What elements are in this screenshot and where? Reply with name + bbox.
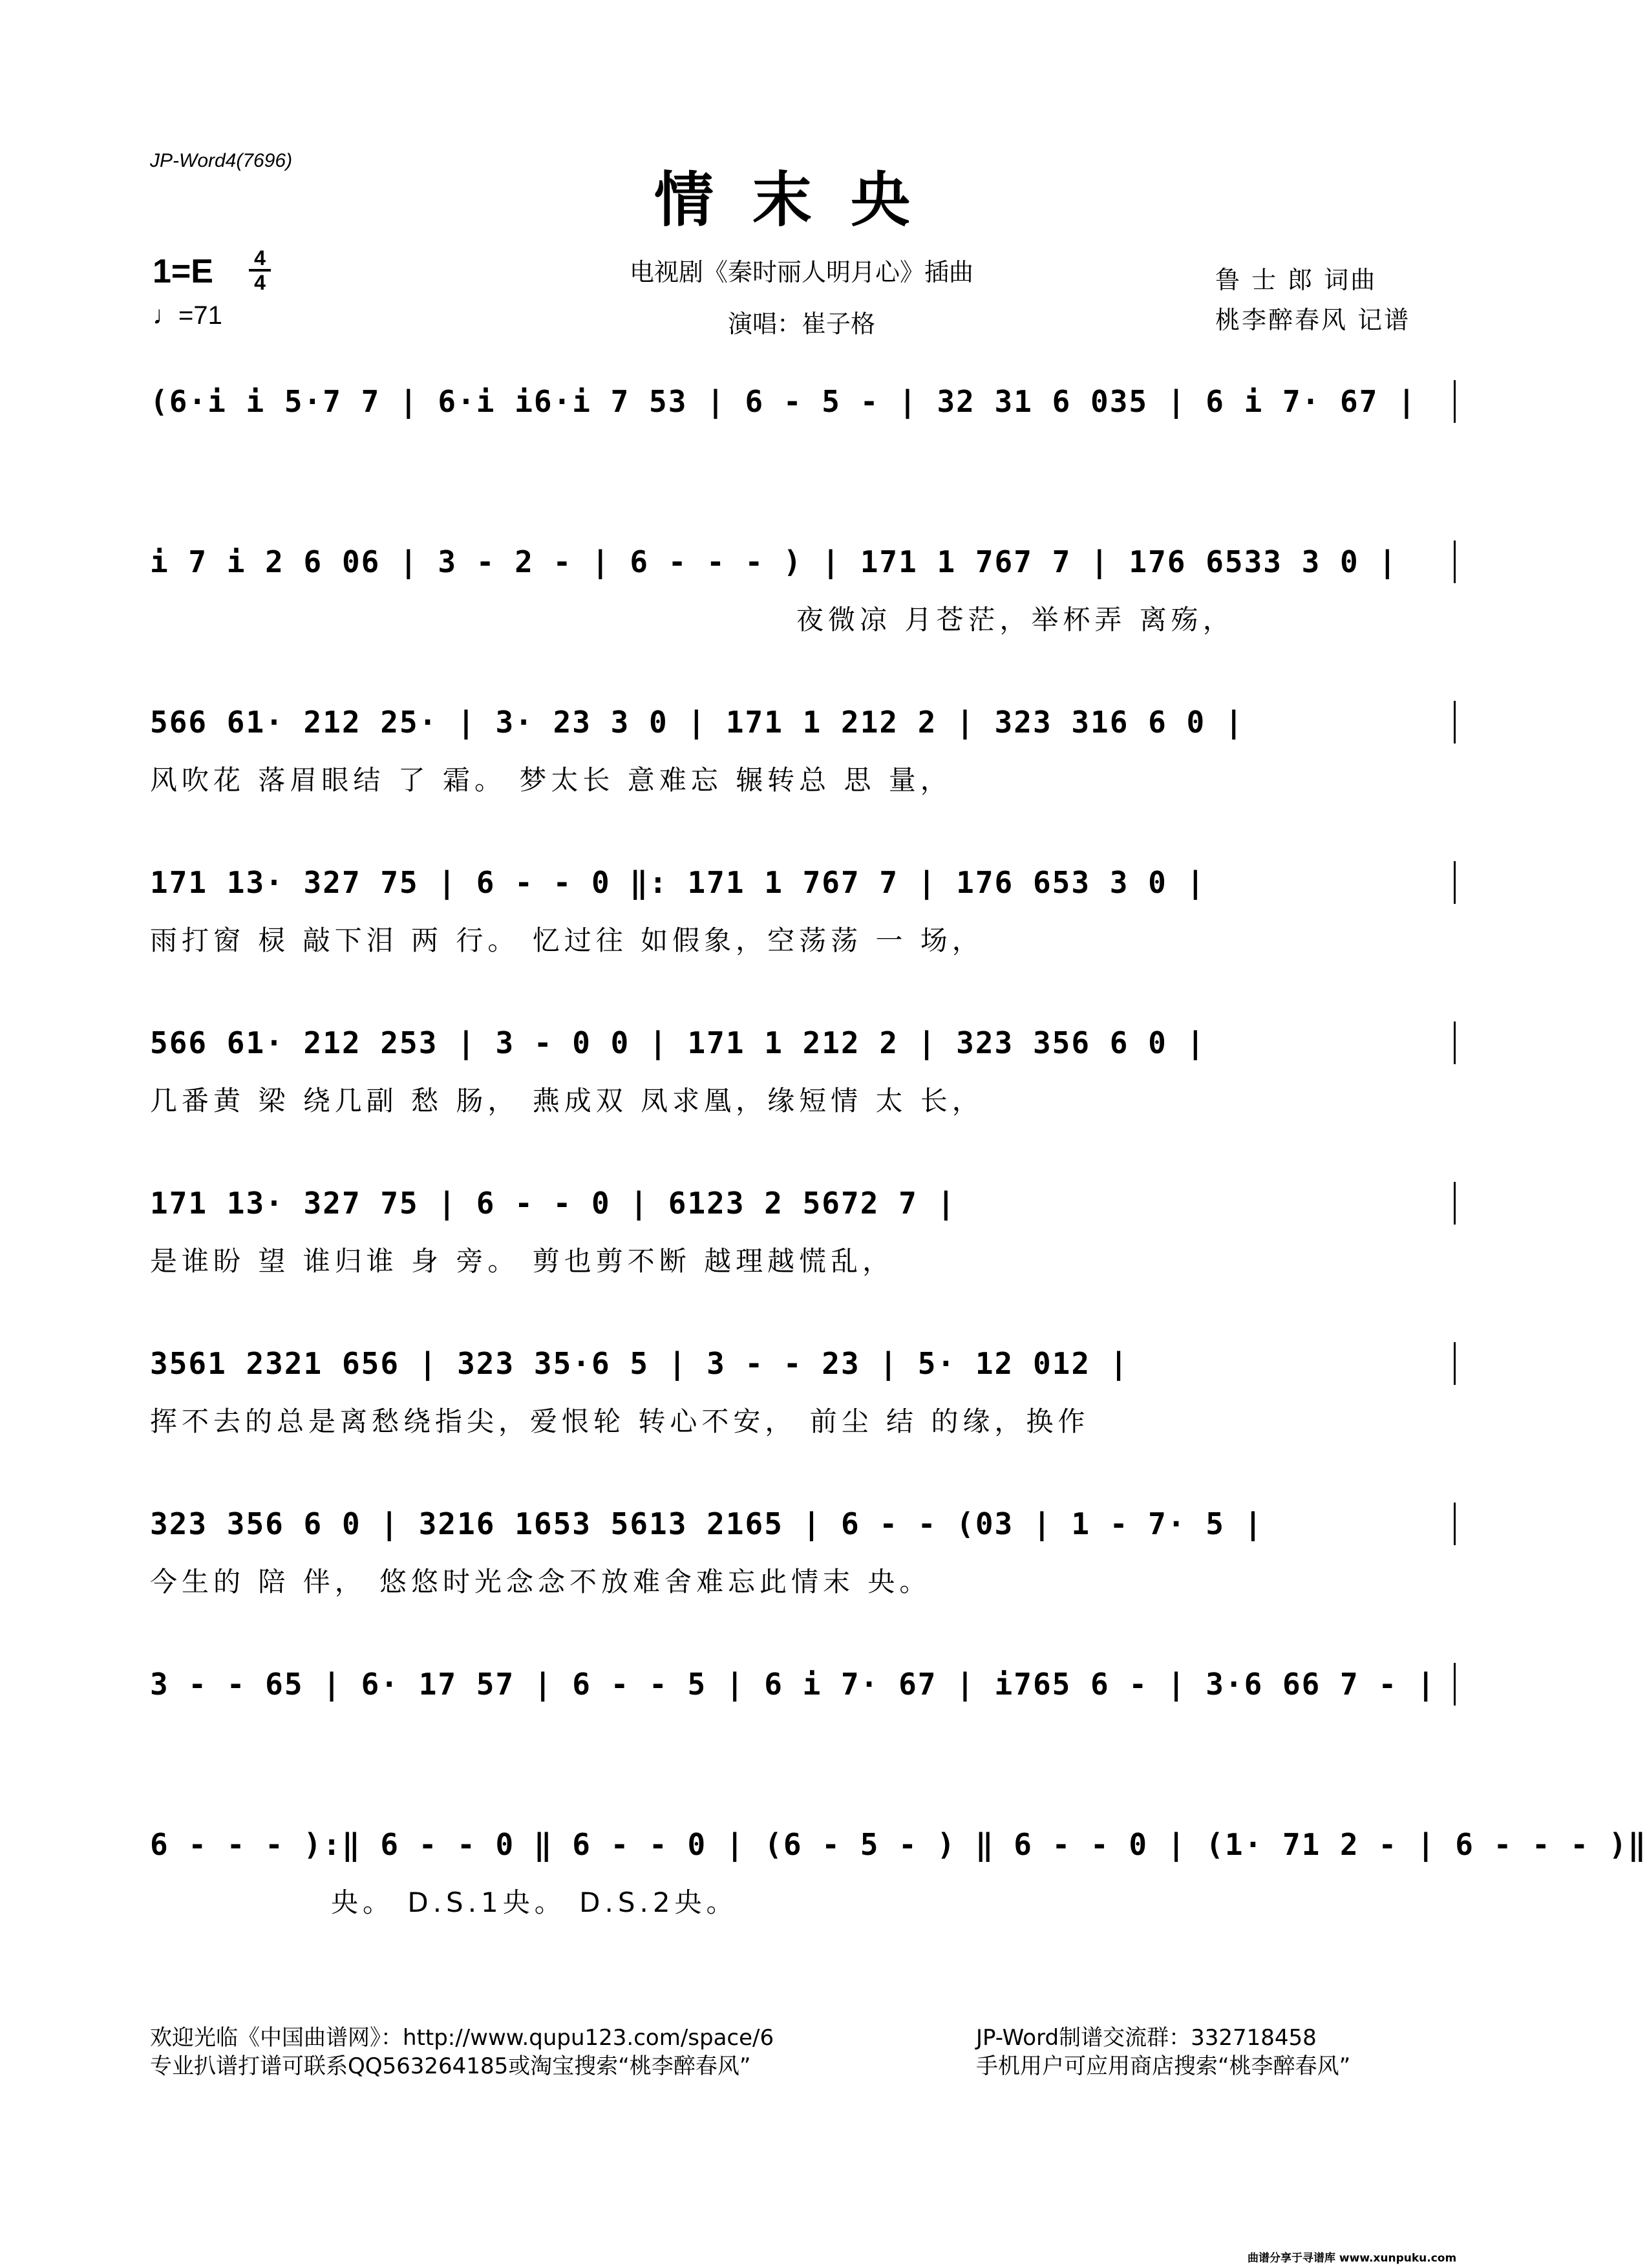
lyric-line: 央。 D.S.1央。 D.S.2央。	[331, 1887, 738, 1918]
footer-group: JP-Word制谱交流群：332718458	[976, 2025, 1317, 2051]
notation-line: 323 356 6 0 | 3216 1653 5613 2165 | 6 - - (03 | 1 - 7· 5 |	[150, 1503, 1456, 1545]
watermark: 曲谱分享于寻谱库 www.xunpuku.com	[1248, 2252, 1457, 2265]
score-system-10	[150, 1805, 1647, 1965]
score-system-1	[150, 362, 1456, 522]
footer-contact: 专业扒谱打谱可联系QQ563264185或淘宝搜索“桃李醉春风”	[150, 2053, 751, 2079]
transcriber-credit: 桃李醉春风 记谱	[1215, 306, 1411, 334]
score-system-5	[150, 1003, 1456, 1164]
notation-line: i 7 i 2 6 06 | 3 - 2 - | 6 - - - ) | 171 1 767 7 | 176 6533 3 0 |	[150, 540, 1456, 583]
notation-line: 566 61· 212 25· | 3· 23 3 0 | 171 1 212 2 | 323 316 6 0 |	[150, 701, 1456, 744]
time-signature-bottom: 4	[249, 269, 271, 294]
score	[150, 362, 1647, 1965]
time-signature-top: 4	[254, 246, 266, 270]
lyric-line: 挥不去的总是离愁绕指尖，爱恨轮 转心不安， 前尘 结 的缘，换作	[150, 1406, 1090, 1437]
software-label: JP-Word4(7696)	[150, 150, 293, 171]
notation-line: 3 - - 65 | 6· 17 57 | 6 - - 5 | 6 i 7· 67 | i765 6 - | 3·6 66 7 - |	[150, 1663, 1456, 1706]
footer-right	[976, 2024, 1350, 2081]
lyricist-credit: 鲁 士 郎 词曲	[1215, 266, 1377, 294]
footer-website: 欢迎光临《中国曲谱网》：http://www.qupu123.com/space/6	[150, 2025, 774, 2051]
footer-left	[150, 2024, 774, 2081]
song-subtitle: 电视剧《秦时丽人明月心》插曲	[629, 258, 973, 286]
lyric-line: 夜微凉 月苍茫，举杯弄 离殇，	[796, 604, 1235, 636]
notation-line: 3561 2321 656 | 323 35·6 5 | 3 - - 23 | 5· 12 012 |	[150, 1342, 1456, 1385]
time-signature	[249, 247, 271, 294]
notation-line: 171 13· 327 75 | 6 - - 0 ‖: 171 1 767 7 | 176 653 3 0 |	[150, 861, 1456, 904]
footer-app: 手机用户可应用商店搜索“桃李醉春风”	[976, 2053, 1351, 2079]
score-system-3	[150, 683, 1456, 843]
score-system-4	[150, 843, 1456, 1003]
notation-line: 171 13· 327 75 | 6 - - 0 | 6123 2 5672 7 |	[150, 1182, 1456, 1225]
lyric-line: 是谁盼 望 谁归谁 身 旁。 剪也剪不断 越理越慌乱，	[150, 1245, 895, 1277]
notation-line: 6 - - - ):‖ 6 - - 0 ‖ 6 - - 0 | (6 - 5 - ) ‖ 6 - - 0 | (1· 71 2 - | 6 - - - )‖	[150, 1827, 1647, 1862]
key-signature: 1=E	[153, 253, 213, 290]
score-system-6	[150, 1164, 1456, 1324]
lyric-line: 雨打窗 棂 敲下泪 两 行。 忆过往 如假象，空荡荡 一 场，	[150, 925, 984, 956]
notation-line: 566 61· 212 253 | 3 - 0 0 | 171 1 212 2 | 323 356 6 0 |	[150, 1022, 1456, 1064]
singer-credit: 演唱：崔子格	[727, 310, 875, 338]
notation-line: (6·i i 5·7 7 | 6·i i6·i 7 53 | 6 - 5 - | 32 31 6 035 | 6 i 7· 67 |	[150, 380, 1456, 423]
lyric-line: 今生的 陪 伴， 悠悠时光念念不放难舍难忘此情末 央。	[150, 1566, 931, 1598]
score-system-9	[150, 1645, 1456, 1805]
score-system-8	[150, 1484, 1456, 1645]
tempo-marking: ♩=71	[153, 301, 222, 330]
lyric-line: 几番黄 梁 绕几副 愁 肠， 燕成双 凤求凰，缘短情 太 长，	[150, 1085, 984, 1117]
song-title: 情末央	[653, 165, 949, 235]
score-system-2	[150, 522, 1456, 683]
credits	[1215, 260, 1410, 340]
score-system-7	[150, 1324, 1456, 1484]
lyric-line: 风吹花 落眉眼结 了 霜。 梦太长 意难忘 辗转总 思 量，	[150, 764, 952, 796]
